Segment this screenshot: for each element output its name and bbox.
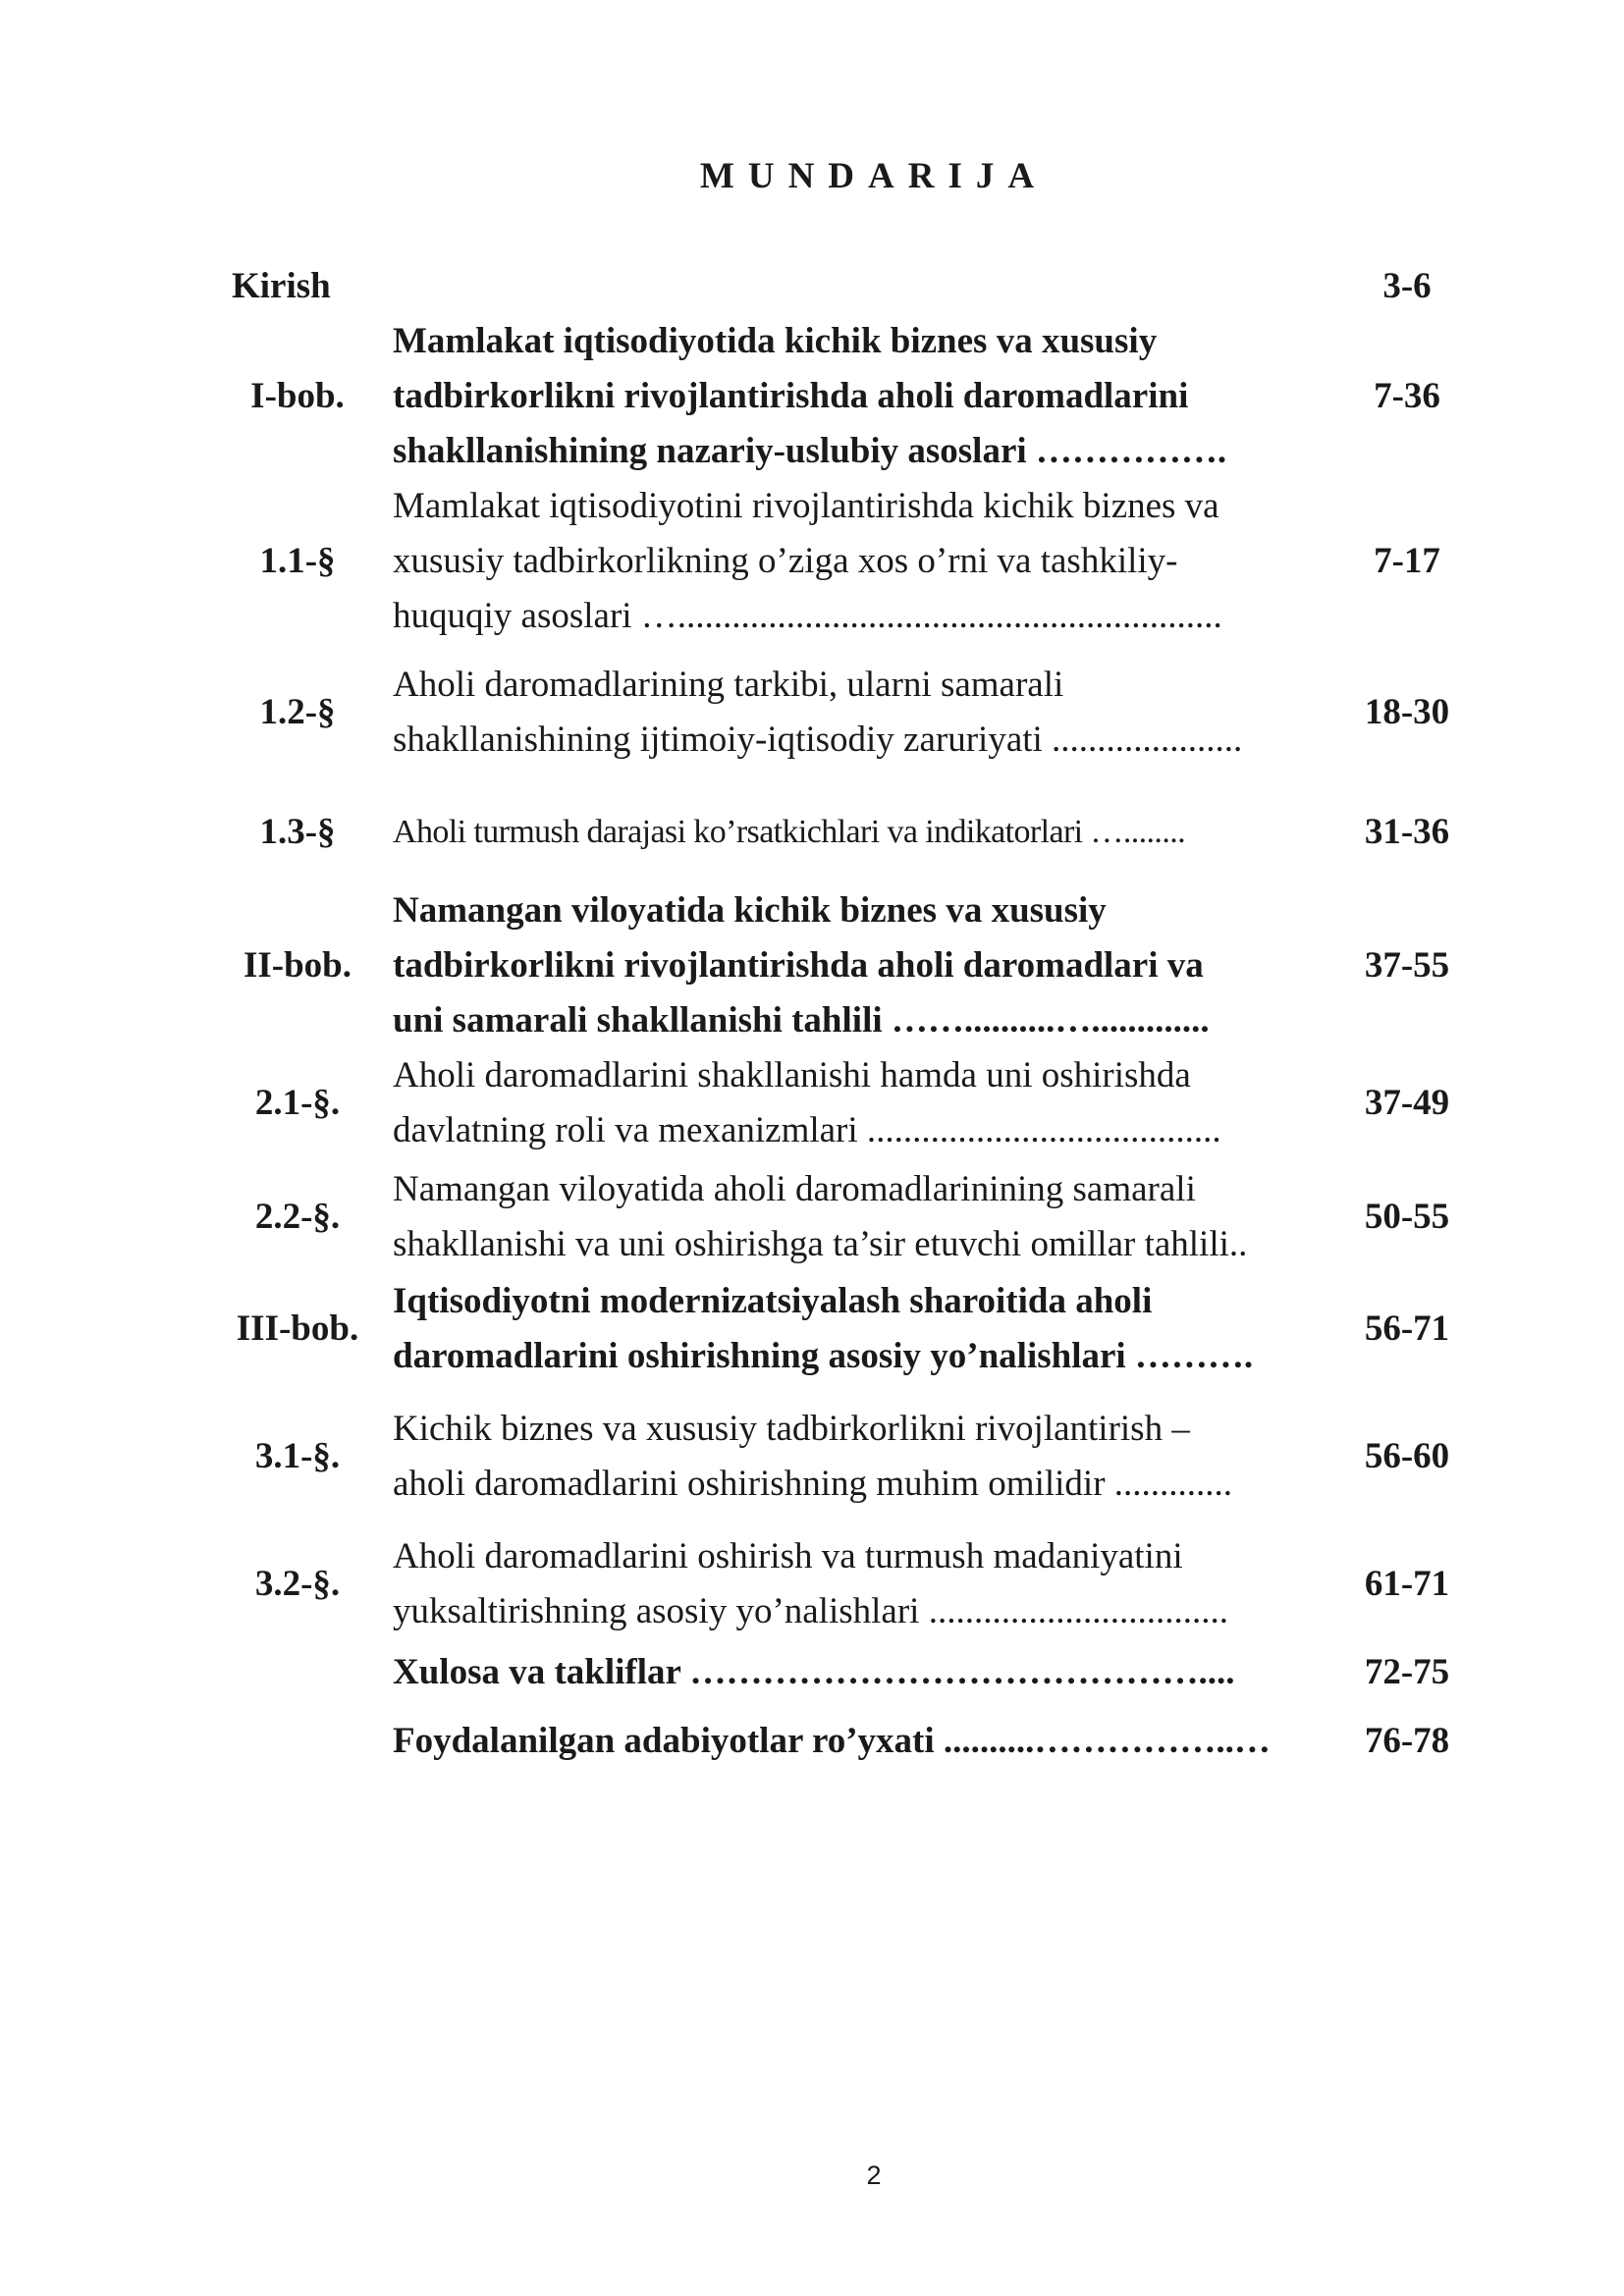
toc-title-line: tadbirkorlikni rivojlantirishda aholi daromadlarini (393, 376, 1189, 416)
toc-entry-title (393, 1714, 1306, 1769)
toc-entry-number: I-bob. (250, 376, 345, 416)
toc-title-line: Aholi daromadlarini oshirish va turmush madaniyatini (393, 1536, 1183, 1576)
toc-title-line: Aholi daromadlarining tarkibi, ularni samarali (393, 665, 1064, 705)
toc-entry-number: Kirish (232, 266, 331, 306)
toc-title-line: shakllanishining ijtimoiy-iqtisodiy zaruriyati ..................... (393, 720, 1243, 760)
toc-title-line: shakllanishi va uni oshirishga ta’sir etuvchi omillar tahlili.. (393, 1224, 1248, 1264)
toc-entry-number: 3.1-§. (254, 1436, 341, 1476)
toc-entry-pages: 76-78 (1364, 1721, 1450, 1761)
toc-entry-title (393, 1162, 1306, 1272)
toc-entry-number: 1.3-§ (259, 812, 336, 852)
toc-entry-title (393, 479, 1306, 644)
toc-title-line: shakllanishining nazariy-uslubiy asoslari ……………. (393, 431, 1227, 471)
toc-title-line: xususiy tadbirkorlikning o’ziga xos o’rni va tashkiliy- (393, 541, 1178, 581)
toc-entry-pages: 7-36 (1374, 376, 1440, 416)
toc-entry-title (393, 314, 1306, 479)
toc-title-line: Mamlakat iqtisodiyotida kichik biznes va xususiy (393, 321, 1158, 361)
toc-entry-pages: 72-75 (1364, 1652, 1450, 1692)
toc-entry-number: II-bob. (243, 945, 352, 986)
page-number: 2 (866, 2161, 882, 2190)
toc-entry-pages: 31-36 (1364, 812, 1450, 852)
toc-title-line: Namangan viloyatida kichik biznes va xususiy (393, 890, 1107, 931)
toc-entry-title (393, 1048, 1306, 1158)
toc-entry-pages: 37-49 (1364, 1083, 1450, 1123)
toc-entry-title (393, 805, 1306, 860)
page-title: MUNDARIJA (699, 156, 1049, 196)
toc-title-line: Kichik biznes va xususiy tadbirkorlikni rivojlantirish – (393, 1409, 1190, 1449)
toc-entry-pages: 18-30 (1364, 692, 1450, 732)
toc-title-line: Iqtisodiyotni modernizatsiyalash sharoitida aholi (393, 1281, 1153, 1321)
toc-title-line: Aholi daromadlarini shakllanishi hamda uni oshirishda (393, 1055, 1191, 1095)
toc-entry-title (393, 1529, 1306, 1639)
toc-entry-number: III-bob. (236, 1308, 359, 1349)
toc-entry-pages: 61-71 (1364, 1564, 1450, 1604)
toc-title-line: Aholi turmush darajasi ko’rsatkichlari va indikatorlari …........ (393, 814, 1186, 850)
toc-title-line: yuksaltirishning asosiy yo’nalishlari ................................. (393, 1591, 1228, 1631)
toc-entry-number: 2.1-§. (254, 1083, 341, 1123)
toc-entry-pages: 56-60 (1364, 1436, 1450, 1476)
toc-entry-number: 1.2-§ (259, 692, 336, 732)
toc-title-line: aholi daromadlarini oshirishning muhim omilidir ............. (393, 1464, 1233, 1504)
toc-entry-title (393, 658, 1306, 768)
toc-entry-pages: 7-17 (1374, 541, 1440, 581)
toc-entry-title (393, 1645, 1306, 1700)
toc-entry-title (393, 1402, 1306, 1512)
toc-title-line: Namangan viloyatida aholi daromadlarinining samarali (393, 1169, 1196, 1209)
toc-title-line: Xulosa va takliflar …………………………………….... (393, 1652, 1235, 1692)
toc-title-line: huquqiy asoslari …............................................................ (393, 596, 1222, 636)
toc-entry-title (393, 1274, 1306, 1384)
toc-entry-pages: 50-55 (1364, 1197, 1450, 1237)
toc-entry-number: 2.2-§. (254, 1197, 341, 1237)
toc-title-line: tadbirkorlikni rivojlantirishda aholi daromadlari va (393, 945, 1204, 986)
toc-title-line: Foydalanilgan adabiyotlar ro’yxati ..........……………..… (393, 1721, 1271, 1761)
toc-title-line: daromadlarini oshirishning asosiy yo’nalishlari ………. (393, 1336, 1254, 1376)
toc-entry-number: 1.1-§ (259, 541, 336, 581)
toc-title-line: davlatning roli va mexanizmlari ....................................... (393, 1110, 1221, 1150)
toc-entry-pages: 3-6 (1382, 266, 1432, 306)
toc-entry-pages: 37-55 (1364, 945, 1450, 986)
toc-entry-number: 3.2-§. (254, 1564, 341, 1604)
toc-title-line: uni samarali shakllanishi tahlili ……..........…............. (393, 1000, 1210, 1041)
toc-entry-title (393, 883, 1306, 1048)
toc-title-line: Mamlakat iqtisodiyotini rivojlantirishda kichik biznes va (393, 486, 1219, 526)
toc-entry-pages: 56-71 (1364, 1308, 1450, 1349)
